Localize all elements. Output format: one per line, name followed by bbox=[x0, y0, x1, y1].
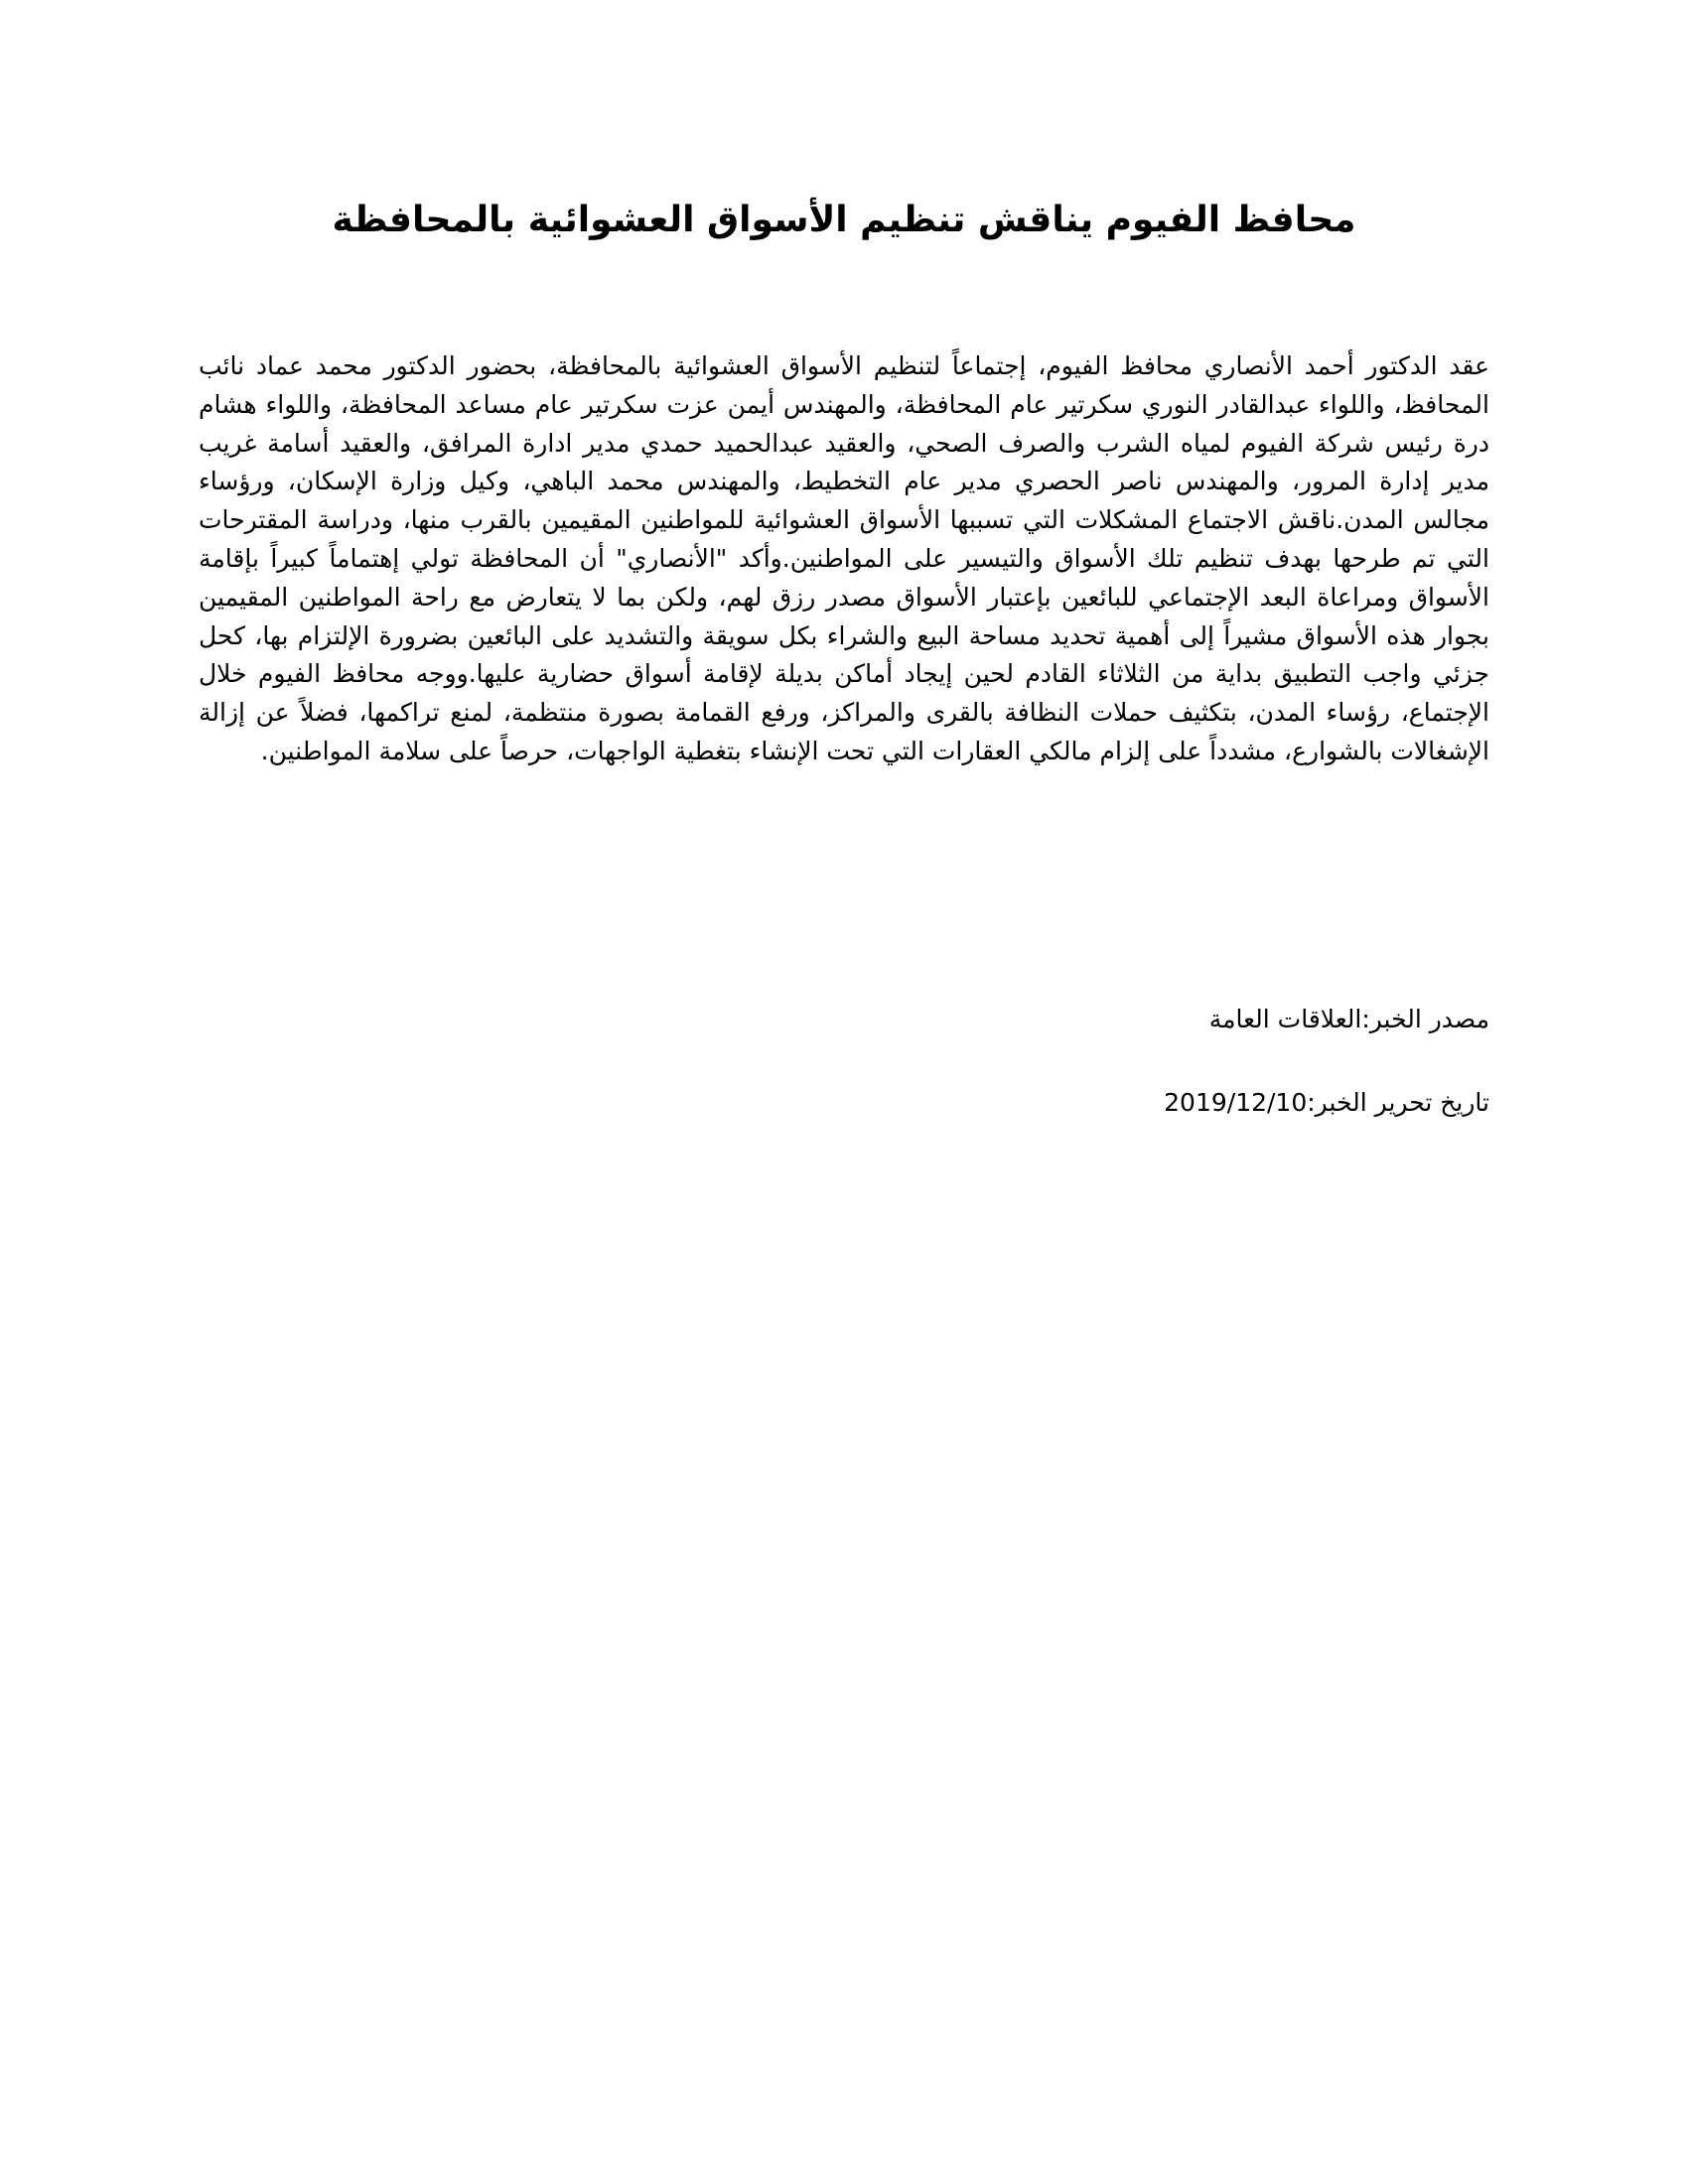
edit-date: تاريخ تحرير الخبر:2019/12/10 bbox=[1164, 1088, 1489, 1117]
article-title: محافظ الفيوم يناقش تنظيم الأسواق العشوائية بالمحافظة bbox=[332, 200, 1356, 240]
news-source: مصدر الخبر:العلاقات العامة bbox=[1208, 1005, 1489, 1033]
article-body: عقد الدكتور أحمد الأنصاري محافظ الفيوم، إجتماعاً لتنظيم الأسواق العشوائية بالمحافظة، بحضور الدكتور محمد عماد نائب المحافظ، واللواء عبدالقادر النوري سكرتير عام المحافظة، والمهندس أيمن عزت سكرتير عام مساعد المحافظة، واللواء هشام درة رئيس شركة الفيوم لمياه الشرب والصرف الصحي، والعقيد عبدالحميد حمدي مدير ادارة المرافق، والعقيد أسامة غريب مدير إدارة المرور، والمهندس ناصر الحصري مدير عام التخطيط، والمهندس محمد الباهي، وكيل وزارة الإسكان، ورؤساء مجالس المدن.ناقش الاجتماع المشكلات التي تسببها الأسواق العشوائية للمواطنين المقيمين بالقرب منها، ودراسة المقترحات التي تم طرحها بهدف تنظيم تلك الأسواق والتيسير على المواطنين.وأكد "الأنصاري" أن المحافظة تولي إهتماماً كبيراً بإقامة الأسواق ومراعاة البعد الإجتماعي للبائعين بإعتبار الأسواق مصدر رزق لهم، ولكن بما لا يتعارض مع راحة المواطنين المقيمين بجوار هذه الأسواق مشيراً إلى أهمية تحديد مساحة البيع والشراء بكل سويقة والتشديد على البائعين بضرورة الإلتزام بها، كحل جزئي واجب التطبيق بداية من الثلاثاء القادم لحين إيجاد أماكن بديلة لإقامة أسواق حضارية عليها.ووجه محافظ الفيوم خلال الإجتماع، رؤساء المدن، بتكثيف حملات النظافة بالقرى والمراكز، ورفع القمامة بصورة منتظمة، لمنع تراكمها، فضلاً عن إزالة الإشغالات بالشوارع، مشدداً على إلزام مالكي العقارات التي تحت الإنشاء بتغطية الواجهات، حرصاً على سلامة المواطنين. bbox=[199, 351, 1489, 765]
